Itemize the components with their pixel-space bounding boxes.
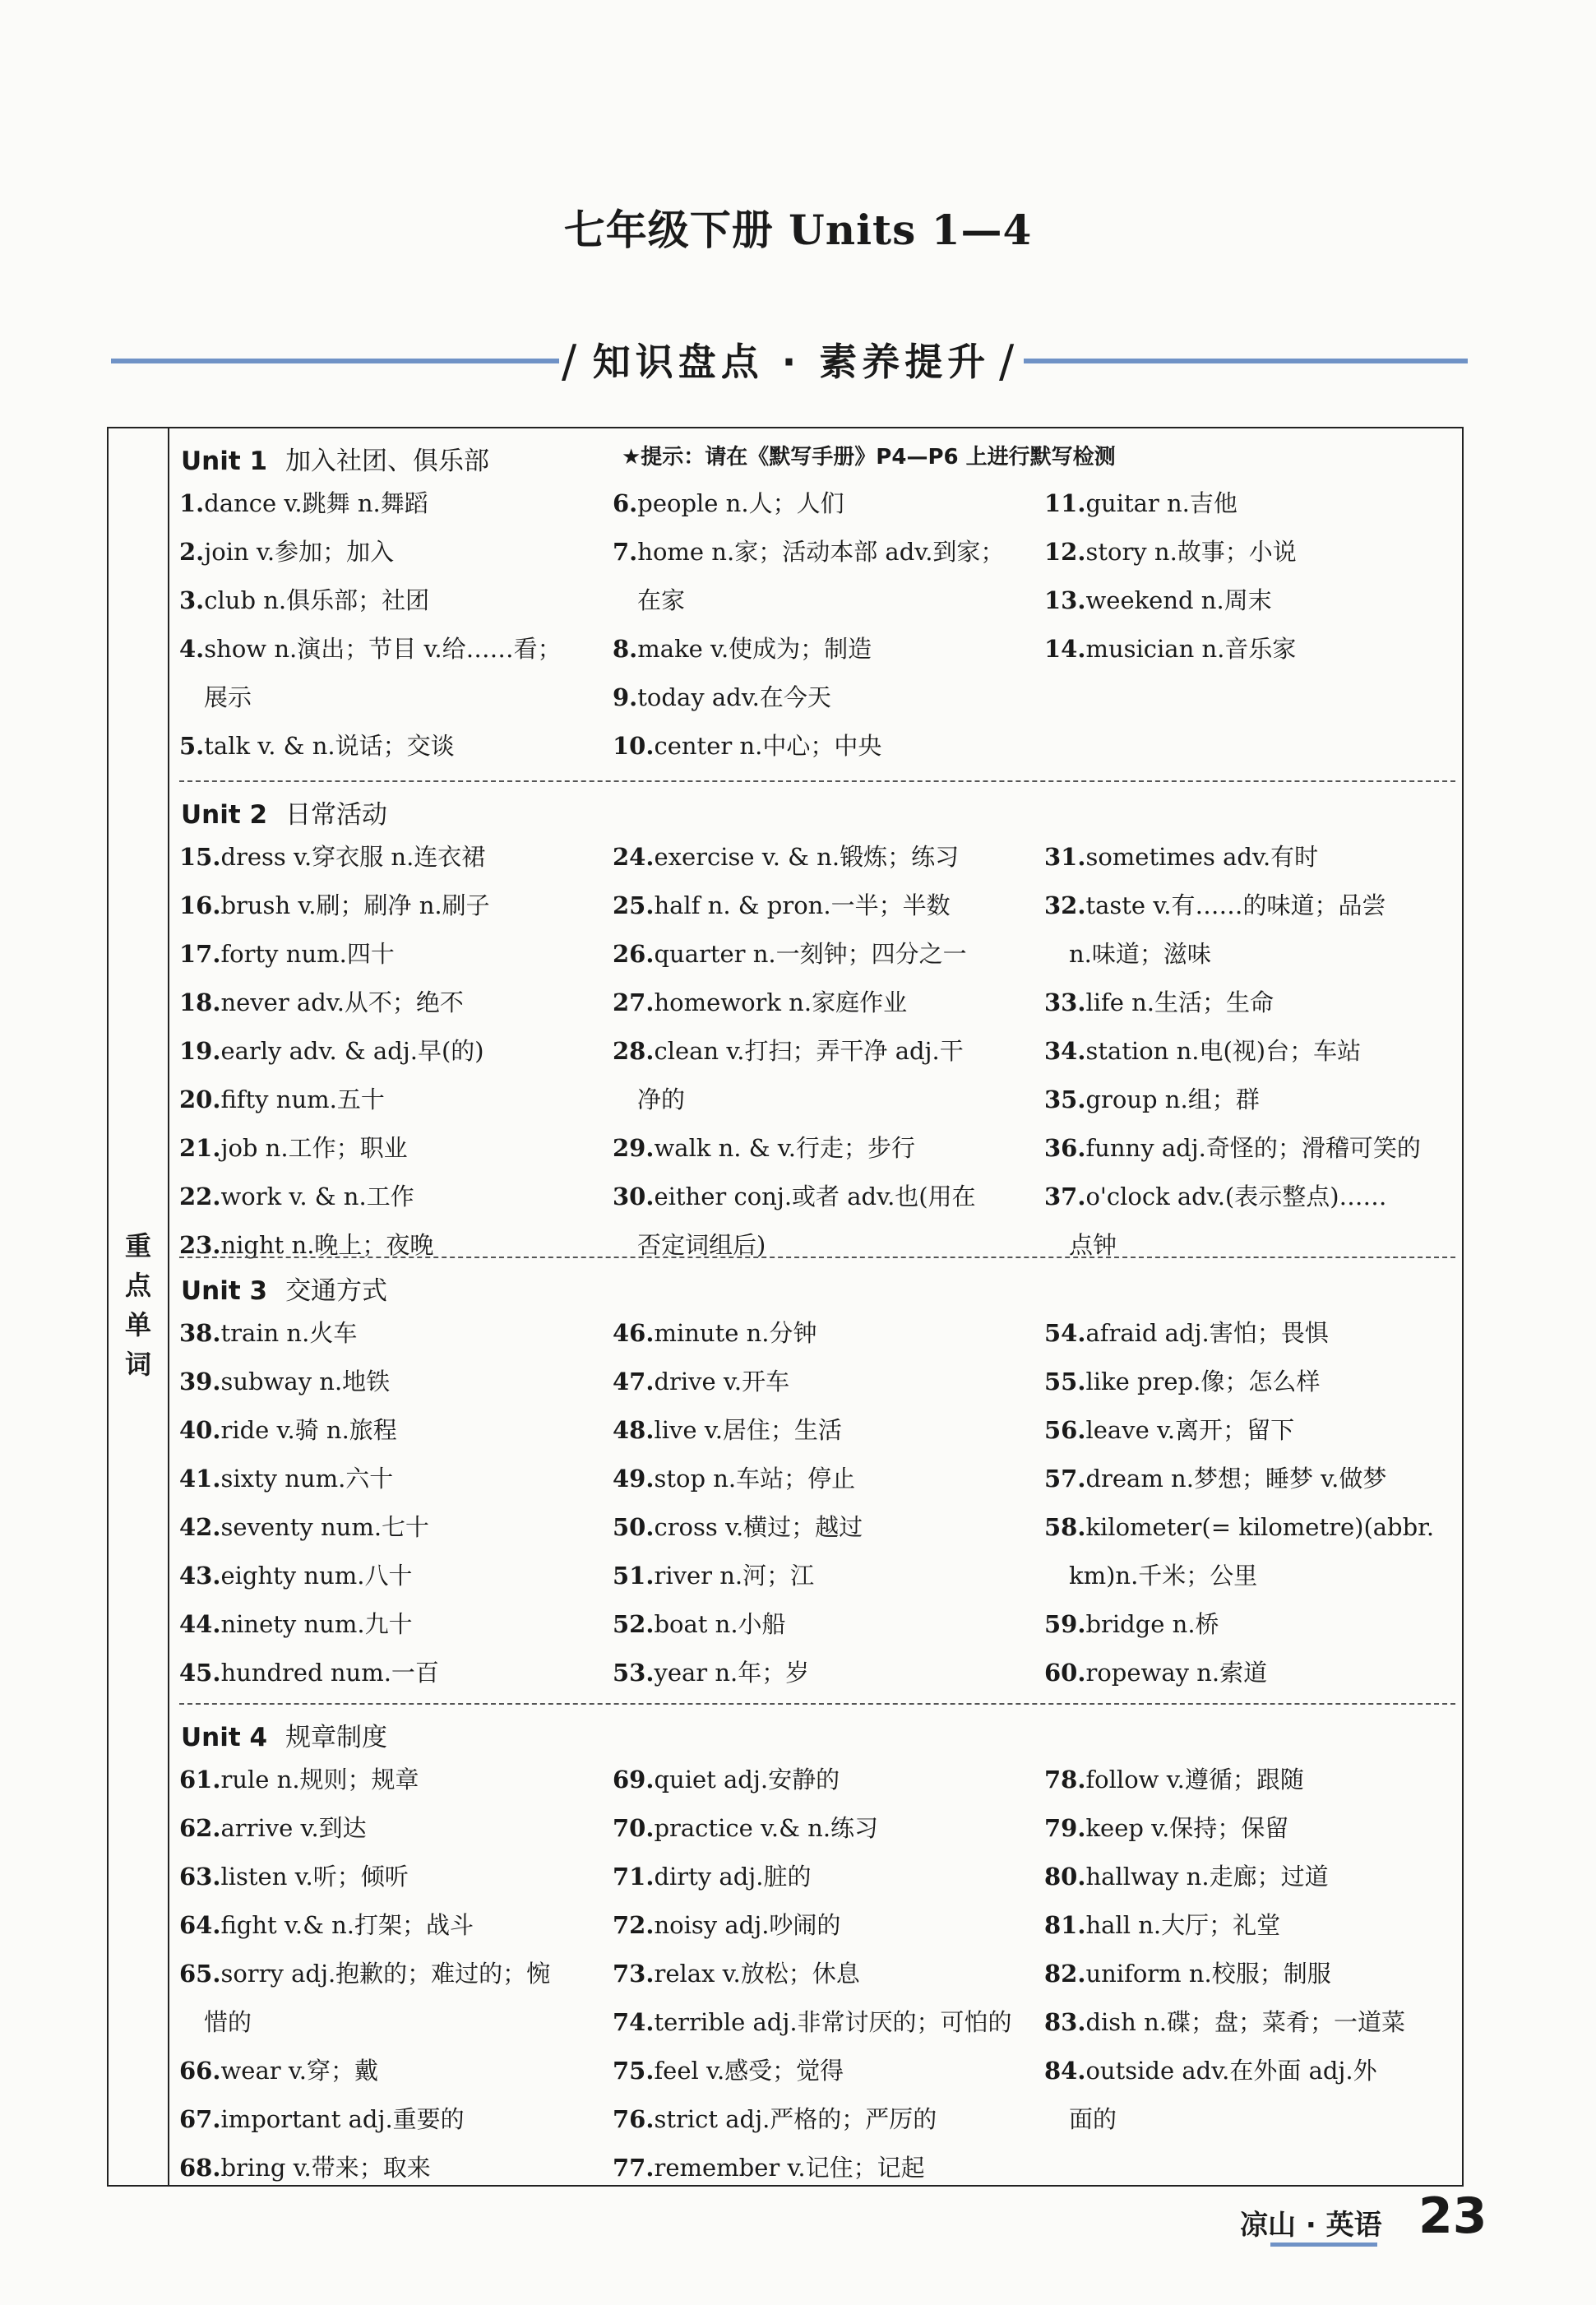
word-entry <box>613 673 1040 722</box>
word-entry <box>1044 833 1472 882</box>
entry-text: river n.河；江 <box>654 1562 815 1590</box>
word-entry <box>1044 1309 1472 1358</box>
entry-number: 59. <box>1044 1610 1086 1638</box>
entry-number: 47. <box>613 1368 655 1395</box>
entry-text: remember v.记住；记起 <box>654 2154 925 2182</box>
entry-text: work v. & n.工作 <box>220 1183 414 1210</box>
entry-number: 32. <box>1044 891 1086 919</box>
entry-text: eighty num.八十 <box>220 1562 413 1590</box>
word-entry <box>179 1804 607 1853</box>
side-divider <box>168 428 169 2185</box>
entry-text: boat n.小船 <box>654 1610 786 1638</box>
entry-number: 12. <box>1044 538 1086 566</box>
unit-name: Unit 1 <box>181 447 268 476</box>
word-entry <box>613 1455 1040 1503</box>
entry-text: keep v.保持；保留 <box>1085 1814 1289 1842</box>
word-entry <box>613 979 1040 1027</box>
entry-text: join v.参加；加入 <box>204 538 395 566</box>
word-entry <box>179 1600 607 1649</box>
entry-text: drive v.开车 <box>654 1368 790 1395</box>
entry-text: ride v.骑 n.旅程 <box>220 1416 397 1444</box>
word-entry <box>1044 1455 1472 1503</box>
word-entry <box>613 1901 1040 1950</box>
entry-text: listen v.听；倾听 <box>220 1863 409 1891</box>
word-entry <box>179 1076 607 1124</box>
word-entry <box>1044 882 1472 930</box>
word-entry <box>1044 1649 1472 1697</box>
entry-text: forty num.四十 <box>220 940 395 968</box>
entry-number: 25. <box>613 891 655 919</box>
entry-text: job n.工作；职业 <box>220 1134 408 1162</box>
entry-text: uniform n.校服；制服 <box>1085 1960 1331 1988</box>
unit-section <box>179 1257 1455 1705</box>
word-entry <box>179 1309 607 1358</box>
entry-number: 77. <box>613 2154 655 2182</box>
word-entry <box>1044 2095 1497 2144</box>
word-entry <box>1044 1998 1472 2047</box>
word-entry <box>613 1406 1040 1455</box>
word-entry <box>179 1901 607 1950</box>
entry-text: follow v.遵循；跟随 <box>1085 1766 1304 1794</box>
entry-number: 3. <box>179 586 205 614</box>
entry-number: 67. <box>179 2105 221 2133</box>
entry-number: 18. <box>179 988 221 1016</box>
entry-text: rule n.规则；规章 <box>220 1766 419 1794</box>
entry-number: 24. <box>613 843 655 871</box>
word-entry <box>613 625 1040 673</box>
word-entry <box>179 722 607 771</box>
entry-text: 惜的 <box>204 2008 252 2036</box>
footer-underline <box>1270 2243 1377 2247</box>
entry-text: guitar n.吉他 <box>1085 489 1237 517</box>
entry-number: 8. <box>613 635 638 663</box>
word-entry <box>1044 1600 1472 1649</box>
word-entry <box>1044 1756 1472 1804</box>
word-entry <box>1044 479 1472 528</box>
word-entry <box>179 930 607 979</box>
entry-number: 58. <box>1044 1513 1086 1541</box>
entry-number: 13. <box>1044 586 1086 614</box>
side-label-key-words: 重 点 单 词 <box>124 1230 151 1380</box>
entry-number: 79. <box>1044 1814 1086 1842</box>
word-entry <box>1044 1358 1472 1406</box>
entry-text: hallway n.走廊；过道 <box>1085 1863 1329 1891</box>
entry-text: ninety num.九十 <box>220 1610 413 1638</box>
entry-number: 54. <box>1044 1319 1086 1347</box>
entry-number: 71. <box>613 1863 655 1891</box>
unit-name: Unit 3 <box>181 1276 268 1306</box>
entry-text: home n.家；活动本部 adv.到家； <box>637 538 1005 566</box>
entry-text: practice v.& n.练习 <box>654 1814 879 1842</box>
entry-number: 75. <box>613 2057 655 2085</box>
entry-text: kilometer(= kilometre)(abbr. <box>1085 1513 1435 1541</box>
word-entry <box>613 1600 1040 1649</box>
word-entry <box>179 1358 607 1406</box>
entry-number: 29. <box>613 1134 655 1162</box>
word-entry <box>179 833 607 882</box>
entry-text: exercise v. & n.锻炼；练习 <box>654 843 960 871</box>
entry-text: noisy adj.吵闹的 <box>654 1911 841 1939</box>
entry-text: important adj.重要的 <box>220 2105 465 2133</box>
entry-text: today adv.在今天 <box>637 683 831 711</box>
entry-number: 20. <box>179 1085 221 1113</box>
unit-heading <box>181 440 489 477</box>
word-entry <box>613 1309 1040 1358</box>
word-entry <box>1044 2047 1472 2095</box>
entry-number: 78. <box>1044 1766 1086 1794</box>
word-entry <box>613 2095 1040 2144</box>
entry-text: km)n.千米；公里 <box>1069 1562 1258 1590</box>
unit-topic: 加入社团、俱乐部 <box>285 447 490 476</box>
entry-number: 50. <box>613 1513 655 1541</box>
word-entry <box>613 882 1040 930</box>
word-entry <box>613 2047 1040 2095</box>
entry-text: talk v. & n.说话；交谈 <box>204 732 455 760</box>
word-entry <box>179 1173 607 1221</box>
unit-section <box>179 1703 1455 2190</box>
entry-text: minute n.分钟 <box>654 1319 817 1347</box>
word-entry <box>179 576 607 625</box>
entry-number: 23. <box>179 1231 221 1259</box>
entry-text: quiet adj.安静的 <box>654 1766 840 1794</box>
entry-text: train n.火车 <box>220 1319 358 1347</box>
word-entry <box>613 1124 1040 1173</box>
unit-name: Unit 2 <box>181 800 268 830</box>
entry-number: 51. <box>613 1562 655 1590</box>
entry-text: hundred num.一百 <box>220 1659 439 1687</box>
entry-text: like prep.像；怎么样 <box>1085 1368 1321 1395</box>
entry-number: 64. <box>179 1911 221 1939</box>
entry-text: hall n.大厅；礼堂 <box>1085 1911 1281 1939</box>
entry-text: story n.故事；小说 <box>1085 538 1297 566</box>
entry-number: 21. <box>179 1134 221 1162</box>
word-entry <box>613 528 1040 576</box>
entry-text: bring v.带来；取来 <box>220 2154 431 2182</box>
word-entry <box>1044 1853 1472 1901</box>
entry-number: 15. <box>179 843 221 871</box>
word-entry <box>1044 979 1472 1027</box>
word-entry <box>613 2144 1040 2192</box>
page-number: 23 <box>1418 2187 1487 2245</box>
entry-text: stop n.车站；停止 <box>654 1465 856 1493</box>
word-entry <box>179 979 607 1027</box>
unit-heading <box>181 794 387 831</box>
word-entry <box>613 479 1040 528</box>
entry-number: 60. <box>1044 1659 1086 1687</box>
entry-text: dish n.碟；盘；菜肴；一道菜 <box>1085 2008 1405 2036</box>
entry-text: life n.生活；生命 <box>1085 988 1274 1016</box>
entry-number: 10. <box>613 732 655 760</box>
entry-text: dress v.穿衣服 n.连衣裙 <box>220 843 486 871</box>
entry-text: bridge n.桥 <box>1085 1610 1219 1638</box>
entry-number: 26. <box>613 940 655 968</box>
unit-section <box>179 428 1455 780</box>
entry-text: early adv. & adj.早(的) <box>220 1037 484 1065</box>
entry-number: 55. <box>1044 1368 1086 1395</box>
entry-number: 34. <box>1044 1037 1086 1065</box>
entry-text: year n.年；岁 <box>654 1659 810 1687</box>
unit-name: Unit 4 <box>181 1723 268 1752</box>
entry-number: 27. <box>613 988 655 1016</box>
entry-number: 73. <box>613 1960 655 1988</box>
word-entry <box>613 1649 1040 1697</box>
entry-number: 65. <box>179 1960 221 1988</box>
vocabulary-table <box>107 427 1464 2187</box>
entry-number: 11. <box>1044 489 1086 517</box>
word-entry <box>613 1756 1040 1804</box>
word-entry <box>613 1173 1040 1221</box>
word-entry <box>179 479 607 528</box>
entry-text: 净的 <box>637 1085 686 1113</box>
entry-number: 80. <box>1044 1863 1086 1891</box>
entry-number: 63. <box>179 1863 221 1891</box>
entry-text: sixty num.六十 <box>220 1465 394 1493</box>
entry-number: 19. <box>179 1037 221 1065</box>
entry-text: dream n.梦想；睡梦 v.做梦 <box>1085 1465 1387 1493</box>
word-entry <box>179 1756 607 1804</box>
section-banner <box>111 329 1468 391</box>
word-entry <box>1044 576 1472 625</box>
entry-text: 在家 <box>637 586 686 614</box>
entry-number: 31. <box>1044 843 1086 871</box>
entry-number: 83. <box>1044 2008 1086 2036</box>
entry-number: 33. <box>1044 988 1086 1016</box>
word-entry <box>179 1027 607 1076</box>
word-entry <box>613 1804 1040 1853</box>
word-entry <box>613 833 1040 882</box>
unit-topic: 交通方式 <box>285 1276 388 1306</box>
entry-text: n.味道；滋味 <box>1069 940 1211 968</box>
entry-number: 49. <box>613 1465 655 1493</box>
unit-heading <box>181 1270 387 1307</box>
entry-text: sometimes adv.有时 <box>1085 843 1319 871</box>
entry-text: club n.俱乐部；社团 <box>204 586 430 614</box>
word-entry <box>613 930 1040 979</box>
entry-number: 37. <box>1044 1183 1086 1210</box>
entry-number: 42. <box>179 1513 221 1541</box>
word-entry <box>179 1853 607 1901</box>
word-entry <box>179 1406 607 1455</box>
banner-rule-right <box>1024 359 1468 363</box>
entry-number: 22. <box>179 1183 221 1210</box>
entry-number: 82. <box>1044 1960 1086 1988</box>
entry-number: 41. <box>179 1465 221 1493</box>
entry-number: 66. <box>179 2057 221 2085</box>
entry-text: wear v.穿；戴 <box>220 2057 378 2085</box>
entry-text: clean v.打扫；弄干净 adj.干 <box>654 1037 964 1065</box>
entry-text: show n.演出；节目 v.给……看； <box>204 635 562 663</box>
entry-number: 69. <box>613 1766 655 1794</box>
entry-number: 36. <box>1044 1134 1086 1162</box>
entry-text: strict adj.严格的；严厉的 <box>654 2105 937 2133</box>
word-entry <box>613 1076 1065 1124</box>
entry-text: either conj.或者 adv.也(用在 <box>654 1183 976 1210</box>
entry-number: 84. <box>1044 2057 1086 2085</box>
entry-text: subway n.地铁 <box>220 1368 391 1395</box>
entry-number: 14. <box>1044 635 1086 663</box>
word-entry <box>179 2144 607 2192</box>
word-entry <box>613 1853 1040 1901</box>
entry-text: center n.中心；中央 <box>654 732 882 760</box>
word-entry <box>1044 1804 1472 1853</box>
word-entry <box>1044 1552 1497 1600</box>
entry-number: 16. <box>179 891 221 919</box>
entry-text: walk n. & v.行走；步行 <box>654 1134 915 1162</box>
entry-text: people n.人；人们 <box>637 489 844 517</box>
word-entry <box>1044 1124 1472 1173</box>
entry-text: 点钟 <box>1069 1231 1117 1259</box>
entry-number: 48. <box>613 1416 655 1444</box>
entry-text: quarter n.一刻钟；四分之一 <box>654 940 967 968</box>
unit-section <box>179 780 1455 1258</box>
entry-number: 5. <box>179 732 205 760</box>
entry-text: dirty adj.脏的 <box>654 1863 812 1891</box>
entry-number: 44. <box>179 1610 221 1638</box>
entry-text: station n.电(视)台；车站 <box>1085 1037 1362 1065</box>
word-entry <box>613 1950 1040 1998</box>
word-entry <box>1044 1503 1472 1552</box>
word-entry <box>179 673 631 722</box>
entry-text: relax v.放松；休息 <box>654 1960 860 1988</box>
entry-text: ropeway n.索道 <box>1085 1659 1268 1687</box>
entry-number: 74. <box>613 2008 655 2036</box>
entry-number: 53. <box>613 1659 655 1687</box>
entry-text: afraid adj.害怕；畏惧 <box>1085 1319 1329 1347</box>
entry-number: 61. <box>179 1766 221 1794</box>
word-entry <box>1044 528 1472 576</box>
word-entry <box>1044 1173 1472 1221</box>
unit-topic: 规章制度 <box>285 1723 388 1752</box>
word-entry <box>1044 1027 1472 1076</box>
word-entry <box>613 1503 1040 1552</box>
entry-number: 39. <box>179 1368 221 1395</box>
entry-text: seventy num.七十 <box>220 1513 430 1541</box>
word-entry <box>613 1027 1040 1076</box>
entry-number: 68. <box>179 2154 221 2182</box>
entry-number: 52. <box>613 1610 655 1638</box>
word-entry <box>179 1503 607 1552</box>
entry-text: half n. & pron.一半；半数 <box>654 891 951 919</box>
entry-number: 40. <box>179 1416 221 1444</box>
entry-text: weekend n.周末 <box>1085 586 1272 614</box>
entry-text: cross v.横过；越过 <box>654 1513 863 1541</box>
entry-number: 70. <box>613 1814 655 1842</box>
word-entry <box>179 1552 607 1600</box>
unit-heading <box>181 1716 387 1753</box>
entry-text: sorry adj.抱歉的；难过的；惋 <box>220 1960 551 1988</box>
word-entry <box>613 1998 1040 2047</box>
entry-text: group n.组；群 <box>1085 1085 1260 1113</box>
entry-number: 30. <box>613 1183 655 1210</box>
word-entry <box>179 1950 607 1998</box>
word-entry <box>179 1649 607 1697</box>
banner-title: 知识盘点 · 素养提升 <box>592 340 991 384</box>
entry-text: o'clock adv.(表示整点)…… <box>1085 1183 1387 1210</box>
entry-number: 7. <box>613 538 638 566</box>
entry-text: 展示 <box>204 683 252 711</box>
entry-text: taste v.有……的味道；品尝 <box>1085 891 1386 919</box>
entry-text: live v.居住；生活 <box>654 1416 842 1444</box>
entry-number: 9. <box>613 683 638 711</box>
entry-text: dance v.跳舞 n.舞蹈 <box>204 489 428 517</box>
entry-number: 46. <box>613 1319 655 1347</box>
entry-number: 45. <box>179 1659 221 1687</box>
entry-number: 6. <box>613 489 638 517</box>
entry-number: 2. <box>179 538 205 566</box>
entry-text: feel v.感受；觉得 <box>654 2057 844 2085</box>
word-entry <box>179 2095 607 2144</box>
word-entry <box>179 528 607 576</box>
entry-text: fight v.& n.打架；战斗 <box>220 1911 474 1939</box>
word-entry <box>179 1455 607 1503</box>
entry-number: 28. <box>613 1037 655 1065</box>
word-entry <box>1044 1950 1472 1998</box>
word-entry <box>613 1552 1040 1600</box>
dictation-tip: ★提示：请在《默写手册》P4—P6 上进行默写检测 <box>622 445 1116 470</box>
footer-region: 凉山 · 英语 <box>1240 2209 1382 2242</box>
entry-number: 43. <box>179 1562 221 1590</box>
word-entry <box>613 576 1065 625</box>
entry-number: 1. <box>179 489 205 517</box>
entry-text: night n.晚上；夜晚 <box>220 1231 434 1259</box>
entry-text: musician n.音乐家 <box>1085 635 1297 663</box>
entry-number: 4. <box>179 635 205 663</box>
entry-number: 17. <box>179 940 221 968</box>
word-entry <box>179 882 607 930</box>
entry-number: 56. <box>1044 1416 1086 1444</box>
word-entry <box>179 625 607 673</box>
entry-text: arrive v.到达 <box>220 1814 367 1842</box>
banner-slash-left: / <box>562 336 577 387</box>
unit-topic: 日常活动 <box>285 800 388 830</box>
word-entry <box>1044 930 1497 979</box>
word-entry <box>1044 625 1472 673</box>
entry-text: fifty num.五十 <box>220 1085 385 1113</box>
entry-text: funny adj.奇怪的；滑稽可笑的 <box>1085 1134 1421 1162</box>
entry-number: 57. <box>1044 1465 1086 1493</box>
entry-number: 76. <box>613 2105 655 2133</box>
word-entry <box>179 2047 607 2095</box>
entry-text: terrible adj.非常讨厌的；可怕的 <box>654 2008 1012 2036</box>
word-entry <box>179 1124 607 1173</box>
word-entry <box>613 722 1040 771</box>
entry-number: 62. <box>179 1814 221 1842</box>
word-entry <box>613 1358 1040 1406</box>
entry-number: 35. <box>1044 1085 1086 1113</box>
entry-text: 面的 <box>1069 2105 1117 2133</box>
word-entry <box>179 1998 631 2047</box>
entry-text: outside adv.在外面 adj.外 <box>1085 2057 1377 2085</box>
entry-text: never adv.从不；绝不 <box>220 988 464 1016</box>
entry-text: homework n.家庭作业 <box>654 988 908 1016</box>
entry-number: 38. <box>179 1319 221 1347</box>
word-entry <box>1044 1076 1472 1124</box>
entry-text: brush v.刷；刷净 n.刷子 <box>220 891 490 919</box>
entry-number: 81. <box>1044 1911 1086 1939</box>
entry-text: leave v.离开；留下 <box>1085 1416 1295 1444</box>
page-title: 七年级下册 Units 1—4 <box>563 206 1033 254</box>
banner-rule-left <box>111 359 559 363</box>
entry-number: 72. <box>613 1911 655 1939</box>
entry-text: 否定词组后) <box>637 1231 766 1259</box>
word-entry <box>1044 1406 1472 1455</box>
word-entry <box>1044 1901 1472 1950</box>
banner-slash-right: / <box>999 336 1015 387</box>
entry-text: make v.使成为；制造 <box>637 635 872 663</box>
